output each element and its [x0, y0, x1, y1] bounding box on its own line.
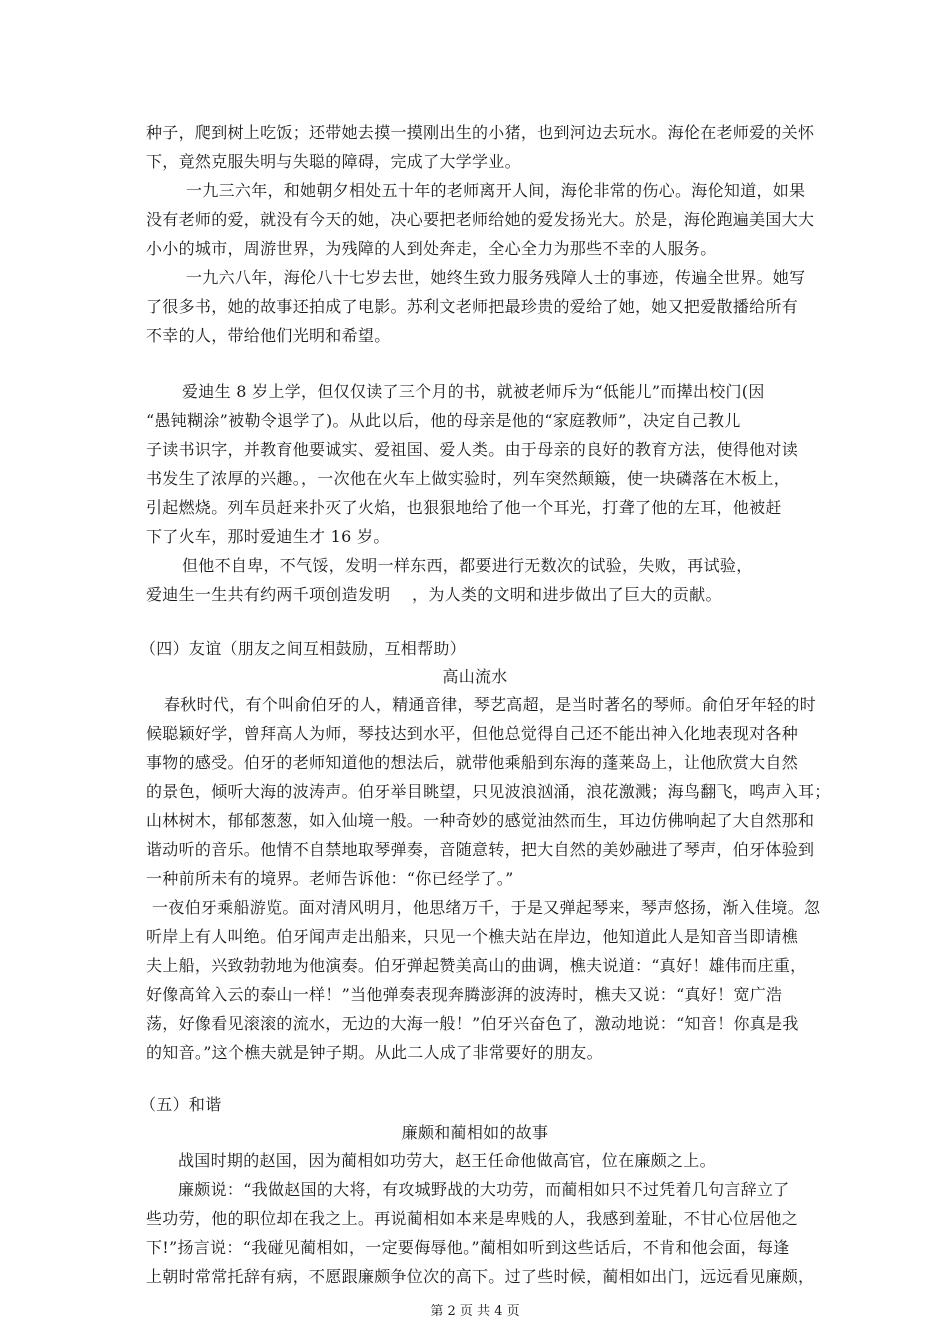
text-line: 下了火车，那时爱迪生才 16 岁。 — [146, 527, 390, 546]
text-line: 山林树木，郁郁葱葱，如入仙境一般。一种奇妙的感觉油然而生，耳边仿佛响起了大自然那和 — [146, 811, 815, 830]
text-line: 谐动听的音乐。他情不自禁地取琴弹奏，音随意转，把大自然的美妙融进了琴声，伯牙体验到 — [146, 840, 815, 859]
text-line: 的景色，倾听大海的波涛声。伯牙举目眺望，只见波浪汹涌，浪花激溅；海鸟翻飞，鸣声入耳； — [146, 782, 831, 801]
text-line: 引起燃烧。列车员赶来扑灭了火焰，也狠狠地给了他一个耳光，打聋了他的左耳，他被赶 — [146, 498, 782, 517]
text-line: 书发生了浓厚的兴趣。，一次他在火车上做实验时，列车突然颠簸，使一块磷落在木板上， — [146, 469, 791, 488]
text-line: 事物的感受。伯牙的老师知道他的想法后，就带他乘船到东海的蓬莱岛上，让他欣赏大自然 — [146, 753, 799, 772]
text-line: 爱迪生一生共有约两千项创造发明 ，为人类的文明和进步做出了巨大的贡献。 — [146, 585, 722, 604]
text-line: 候聪颖好学，曾拜高人为师，琴技达到水平，但他总觉得自己还不能出神入化地表现对各种 — [146, 724, 799, 743]
section-heading: （四）友谊（朋友之间互相鼓励，互相帮助） — [140, 639, 467, 658]
story-title: 廉颇和蔺相如的故事 — [401, 1123, 549, 1142]
text-line: 听岸上有人叫绝。伯牙闻声走出船来，只见一个樵夫站在岸边，他知道此人是知音当即请樵 — [146, 927, 799, 946]
story-title: 高山流水 — [442, 667, 508, 686]
text-line: 廉颇说：“我做赵国的大将，有攻城野战的大功劳，而蔺相如只不过凭着几句言辞立了 — [178, 1180, 790, 1199]
text-line: 好像高耸入云的泰山一样！”当他弹奏表现奔腾澎湃的波涛时，樵夫又说：“真好！宽广浩 — [146, 985, 783, 1004]
text-line: 了很多书，她的故事还拍成了电影。苏利文老师把最珍贵的爱给了她，她又把爱散播给所有 — [146, 297, 799, 316]
text-line: 不幸的人，带给他们光明和希望。 — [146, 326, 391, 345]
text-line: 爱迪生 8 岁上学，但仅仅读了三个月的书，就被老师斥为“低能儿”而撵出校门(因 — [182, 382, 765, 401]
text-line: 一九六八年，海伦八十七岁去世，她终生致力服务残障人士的事迹，传遍全世界。她写 — [186, 268, 806, 287]
text-line: 下，竟然克服失明与失聪的障碍，完成了大学学业。 — [146, 152, 521, 171]
text-line: 的知音。”这个樵夫就是钟子期。从此二人成了非常要好的朋友。 — [146, 1043, 603, 1062]
text-line: “愚钝糊涂”被勒令退学了)。从此以后，他的母亲是他的“家庭教师”，决定自己教儿 — [146, 411, 741, 430]
text-line: 没有老师的爱，就没有今天的她，决心要把老师给她的爱发扬光大。於是，海伦跑遍美国大大 — [146, 210, 815, 229]
text-line: 子读书识字，并教育他要诚实、爱祖国、爱人类。由于母亲的良好的教育方法，使得他对读 — [146, 440, 799, 459]
text-line: 一种前所未有的境界。老师告诉他：“你已经学了。” — [146, 869, 514, 888]
section-heading: （五）和谐 — [140, 1095, 222, 1114]
text-line: 荡，好像看见滚滚的流水，无边的大海一般！”伯牙兴奋色了，激动地说：“知音！你真是我 — [146, 1014, 799, 1033]
text-line: 一夜伯牙乘船游览。面对清风明月，他思绪万千，于是又弹起琴来，琴声悠扬，渐入佳境。忽 — [152, 898, 821, 917]
text-line: 小小的城市，周游世界，为残障的人到处奔走，全心全力为那些不幸的人服务。 — [146, 239, 717, 258]
text-line: 种子，爬到树上吃饭；还带她去摸一摸刚出生的小猪，也到河边去玩水。海伦在老师爱的关怀 — [146, 123, 815, 142]
text-line: 春秋时代，有个叫俞伯牙的人，精通音律，琴艺高超，是当时著名的琴师。俞伯牙年轻的时 — [164, 695, 817, 714]
text-line: 战国时期的赵国，因为蔺相如功劳大，赵王任命他做高官，位在廉颇之上。 — [178, 1151, 716, 1170]
text-line: 一九三六年，和她朝夕相处五十年的老师离开人间，海伦非常的伤心。海伦知道，如果 — [186, 181, 806, 200]
text-line: 些功劳，他的职位却在我之上。再说蔺相如本来是卑贱的人，我感到羞耻，不甘心位居他之 — [146, 1209, 799, 1228]
text-line: 夫上船，兴致勃勃地为他演奏。伯牙弹起赞美高山的曲调，樵夫说道：“真好！雄伟而庄重， — [146, 956, 807, 975]
page-footer: 第 2 页 共 4 页 — [430, 1304, 520, 1319]
text-line: 但他不自卑，不气馁，发明一样东西，都要进行无数次的试验，失败，再试验， — [182, 556, 753, 575]
text-line: 上朝时常常托辞有病，不愿跟廉颇争位次的高下。过了些时候，蔺相如出门，远远看见廉颇， — [146, 1267, 815, 1286]
text-line: 下!”扬言说：“我碰见蔺相如，一定要侮辱他。”蔺相如听到这些话后，不肯和他会面，每逢 — [146, 1238, 790, 1257]
